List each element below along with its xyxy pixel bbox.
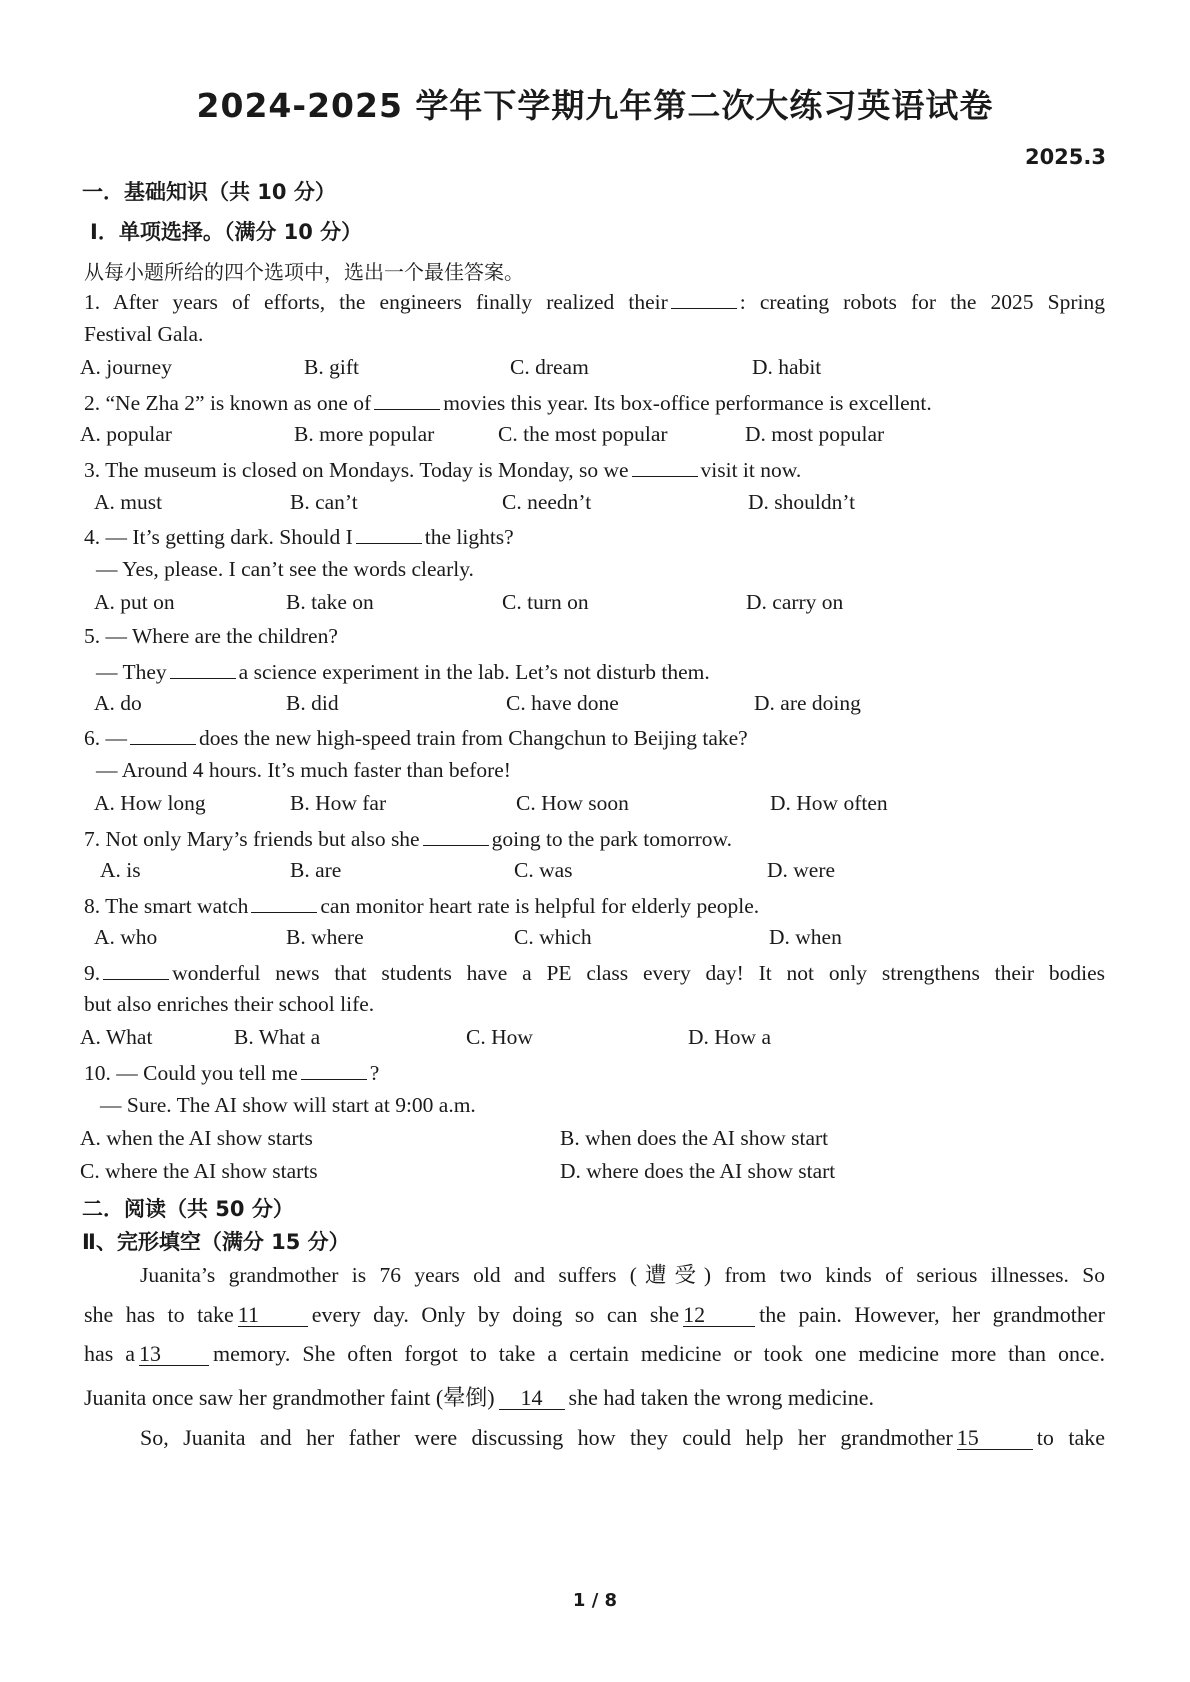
exam-title: 2024-2025 学年下学期九年第二次大练习英语试卷 <box>196 86 994 125</box>
option-d: D. when <box>769 925 842 949</box>
question-7: 7. Not only Mary’s friends but also she going to the park tomorrow. <box>84 827 733 851</box>
answer-blank <box>423 825 489 846</box>
option-b: B. where <box>286 925 364 949</box>
subsection-heading-cloze: Ⅱ、完形填空（满分 15 分） <box>82 1230 350 1254</box>
option-c: C. have done <box>506 691 619 715</box>
option-a: A. journey <box>80 355 172 379</box>
exam-date: 2025.3 <box>1024 145 1106 169</box>
option-d: D. shouldn’t <box>748 490 856 514</box>
question-3: 3. The museum is closed on Mondays. Today is Monday, so we visit it now. <box>84 458 802 482</box>
option-d: D. where does the AI show start <box>560 1159 836 1183</box>
question-2: 2. “Ne Zha 2” is known as one of movies this year. Its box-office performance is excellent. <box>84 391 932 415</box>
cloze-blank-14: 14 <box>499 1387 565 1410</box>
answer-blank <box>130 724 196 745</box>
option-b: B. when does the AI show start <box>560 1126 829 1150</box>
instruction-text: 从每小题所给的四个选项中，选出一个最佳答案。 <box>84 260 524 284</box>
option-d: D. habit <box>752 355 822 379</box>
option-a: A. do <box>94 691 142 715</box>
option-b: B. are <box>290 858 342 882</box>
question-10: 10. — Could you tell me ? <box>84 1061 380 1085</box>
question-6: 6. — does the new high-speed train from Changchun to Beijing take? <box>84 726 748 750</box>
question-1: 1. After years of efforts, the engineers finally realized their : creating robots for the 2025 Spring <box>84 290 1105 314</box>
option-d: D. most popular <box>745 422 885 446</box>
question-8: 8. The smart watch can monitor heart rate is helpful for elderly people. <box>84 894 760 918</box>
option-b: B. did <box>286 691 339 715</box>
option-b: B. take on <box>286 590 374 614</box>
option-d: D. How often <box>770 791 888 815</box>
question-1-continued: Festival Gala. <box>84 322 204 346</box>
answer-blank <box>671 288 737 309</box>
answer-blank <box>170 658 236 679</box>
option-c: C. where the AI show starts <box>80 1159 318 1183</box>
option-d: D. were <box>767 858 836 882</box>
question-9: 9. wonderful news that students have a PE class every day! It not only strengthens their bodies <box>84 961 1105 985</box>
answer-blank <box>356 523 422 544</box>
option-c: C. turn on <box>502 590 589 614</box>
question-4-reply: — Yes, please. I can’t see the words clearly. <box>96 557 474 581</box>
answer-blank <box>374 389 440 410</box>
cloze-blank-13: 13 <box>139 1343 209 1366</box>
option-c: C. How soon <box>516 791 629 815</box>
question-5: 5. — Where are the children? <box>84 624 338 648</box>
option-d: D. carry on <box>746 590 844 614</box>
option-d: D. are doing <box>754 691 861 715</box>
option-b: B. What a <box>234 1025 321 1049</box>
question-10-reply: — Sure. The AI show will start at 9:00 a.m. <box>100 1093 476 1117</box>
option-c: C. was <box>514 858 573 882</box>
option-d: D. How a <box>688 1025 771 1049</box>
cloze-blank-12: 12 <box>683 1304 755 1327</box>
option-c: C. dream <box>510 355 589 379</box>
option-a: A. How long <box>94 791 206 815</box>
question-6-reply: — Around 4 hours. It’s much faster than before! <box>96 758 511 782</box>
option-a: A. popular <box>80 422 172 446</box>
option-a: A. who <box>94 925 158 949</box>
option-b: B. can’t <box>290 490 358 514</box>
question-5-reply: — They a science experiment in the lab. Let’s not disturb them. <box>96 660 710 684</box>
subsection-heading-multiple-choice: Ⅰ．单项选择。（满分 10 分） <box>90 220 363 244</box>
page-number: 1 / 8 <box>572 1590 618 1611</box>
option-c: C. the most popular <box>498 422 668 446</box>
cloze-paragraph-line: she has to take 11 every day. Only by doing so can she 12 the pain. However, her grandmother <box>84 1302 1105 1327</box>
option-b: B. How far <box>290 791 387 815</box>
cloze-paragraph-line: has a 13 memory. She often forgot to take a certain medicine or took one medicine more than once. <box>84 1341 1105 1366</box>
option-b: B. more popular <box>294 422 435 446</box>
option-c: C. which <box>514 925 592 949</box>
option-a: A. must <box>94 490 163 514</box>
option-c: C. How <box>466 1025 533 1049</box>
option-a: A. What <box>80 1025 153 1049</box>
cloze-blank-15: 15 <box>957 1427 1033 1450</box>
answer-blank <box>103 959 169 980</box>
option-a: A. when the AI show starts <box>80 1126 313 1150</box>
cloze-paragraph-line: Juanita once saw her grandmother faint (晕倒) 14 she had taken the wrong medicine. <box>84 1385 874 1410</box>
cloze-paragraph-line: So, Juanita and her father were discussing how they could help her grandmother 15 to take <box>140 1425 1105 1450</box>
cloze-blank-11: 11 <box>238 1304 308 1327</box>
section-heading-reading: 二．阅读（共 50 分） <box>82 1197 294 1221</box>
section-heading-basics: 一．基础知识（共 10 分） <box>82 180 336 204</box>
answer-blank <box>251 892 317 913</box>
cloze-paragraph-line: Juanita’s grandmother is 76 years old and suffers (遭受) from two kinds of serious illnesses. So <box>140 1263 1105 1287</box>
option-c: C. needn’t <box>502 490 592 514</box>
option-b: B. gift <box>304 355 359 379</box>
question-9-continued: but also enriches their school life. <box>84 992 375 1016</box>
answer-blank <box>301 1059 367 1080</box>
option-a: A. is <box>100 858 141 882</box>
answer-blank <box>632 456 698 477</box>
question-4: 4. — It’s getting dark. Should I the lights? <box>84 525 514 549</box>
option-a: A. put on <box>94 590 175 614</box>
